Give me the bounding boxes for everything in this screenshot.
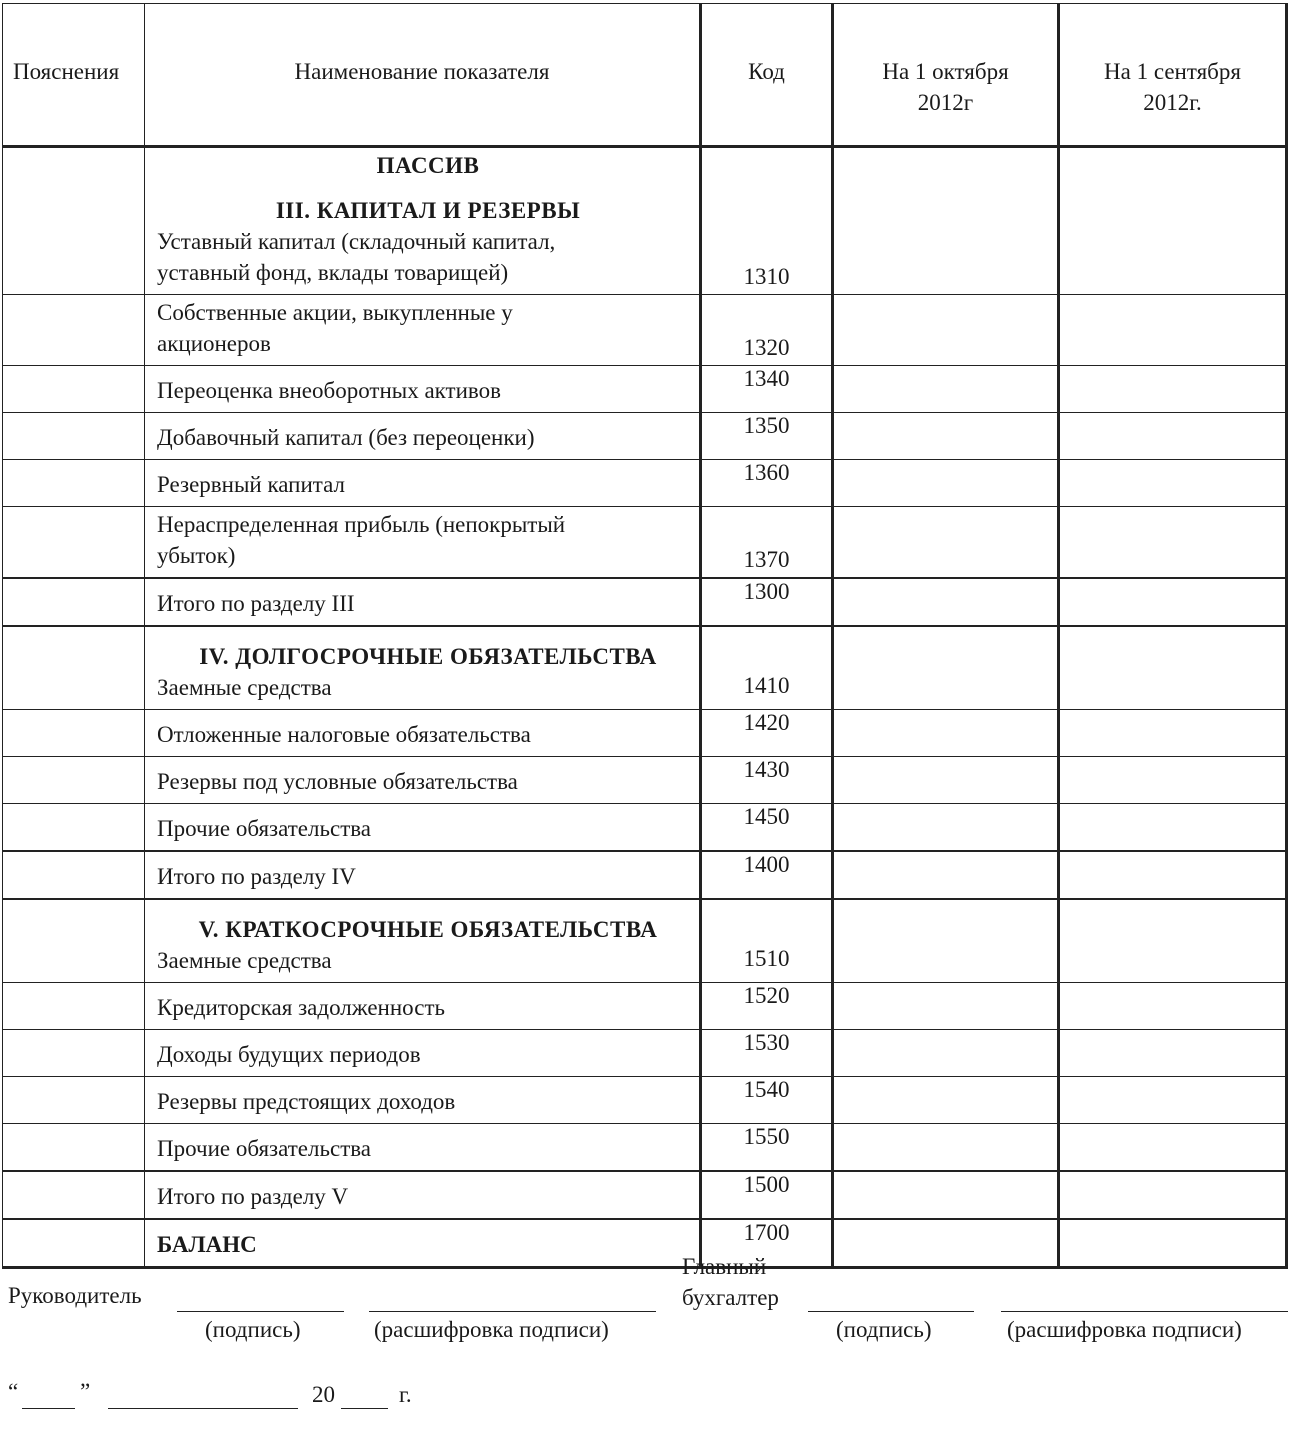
value-sep-cell[interactable] xyxy=(1059,899,1287,983)
head-decoding-caption: (расшифровка подписи) xyxy=(374,1317,609,1342)
code-cell xyxy=(701,983,833,1030)
table-row xyxy=(3,460,1287,507)
date-day-line[interactable] xyxy=(22,1408,75,1409)
value-oct-cell[interactable] xyxy=(833,1124,1059,1172)
indicator-cell xyxy=(145,507,701,579)
date-year-line[interactable] xyxy=(341,1408,388,1409)
table-row xyxy=(3,366,1287,413)
value-oct-cell[interactable] xyxy=(833,983,1059,1030)
code-cell xyxy=(701,1030,833,1077)
code-cell xyxy=(701,507,833,579)
indicator-cell xyxy=(145,295,701,366)
passiv-title: ПАССИВ xyxy=(376,153,480,178)
value-sep-cell[interactable] xyxy=(1059,507,1287,579)
value-oct-cell[interactable] xyxy=(833,413,1059,460)
indicator-cell: Итого по разделу V xyxy=(145,1171,701,1219)
section-3-title: III. КАПИТАЛ И РЕЗЕРВЫ xyxy=(275,198,581,223)
value-oct-cell[interactable] xyxy=(833,626,1059,710)
header-date-sep xyxy=(1059,4,1287,147)
row-name-line: Собственные акции, выкупленные у xyxy=(157,300,513,325)
row-code: 1550 xyxy=(743,1124,790,1149)
head-signature-caption: (подпись) xyxy=(205,1317,301,1342)
indicator-cell: Резервный капитал xyxy=(145,460,701,507)
value-oct-cell[interactable] xyxy=(833,460,1059,507)
notes-cell[interactable] xyxy=(3,757,145,804)
row-code: 1420 xyxy=(743,710,790,735)
table-row xyxy=(3,757,1287,804)
row-code: 1700 xyxy=(743,1220,790,1245)
table-row-total xyxy=(3,578,1287,626)
value-sep-cell[interactable] xyxy=(1059,578,1287,626)
value-oct-cell[interactable] xyxy=(833,1219,1059,1268)
value-sep-cell[interactable] xyxy=(1059,851,1287,899)
row-code: 1310 xyxy=(743,264,790,289)
header-date-oct xyxy=(833,4,1059,147)
date-year-suffix: г. xyxy=(399,1382,412,1407)
code-cell xyxy=(701,295,833,366)
value-oct-cell[interactable] xyxy=(833,1030,1059,1077)
row-code: 1320 xyxy=(743,335,790,360)
code-cell xyxy=(701,413,833,460)
date-close-quote: ” xyxy=(80,1379,91,1404)
table-row xyxy=(3,1030,1287,1077)
head-decoding-line[interactable] xyxy=(369,1311,656,1312)
head-label: Руководитель xyxy=(8,1283,142,1308)
notes-cell[interactable] xyxy=(3,295,145,366)
notes-cell[interactable] xyxy=(3,1219,145,1268)
value-sep-cell[interactable] xyxy=(1059,147,1287,295)
row-code: 1430 xyxy=(743,757,790,782)
value-oct-cell[interactable] xyxy=(833,1171,1059,1219)
code-cell xyxy=(701,899,833,983)
code-cell xyxy=(701,626,833,710)
code-cell xyxy=(701,1171,833,1219)
indicator-cell: Отложенные налоговые обязательства xyxy=(145,710,701,757)
indicator-cell: Кредиторская задолженность xyxy=(145,983,701,1030)
value-sep-cell[interactable] xyxy=(1059,413,1287,460)
code-cell xyxy=(701,710,833,757)
indicator-cell: Переоценка внеоборотных активов xyxy=(145,366,701,413)
table-row xyxy=(3,295,1287,366)
value-sep-cell[interactable] xyxy=(1059,626,1287,710)
value-oct-cell[interactable] xyxy=(833,710,1059,757)
indicator-cell xyxy=(145,899,701,983)
table-row xyxy=(3,626,1287,710)
code-cell xyxy=(701,1077,833,1124)
table-row xyxy=(3,804,1287,852)
indicator-cell: Прочие обязательства xyxy=(145,804,701,852)
notes-cell[interactable] xyxy=(3,1124,145,1172)
table-header-row xyxy=(3,4,1287,147)
value-oct-cell[interactable] xyxy=(833,757,1059,804)
value-sep-cell[interactable] xyxy=(1059,804,1287,852)
indicator-cell: Добавочный капитал (без переоценки) xyxy=(145,413,701,460)
header-date-oct-line1: На 1 октября xyxy=(882,59,1009,84)
notes-cell[interactable] xyxy=(3,899,145,983)
header-notes: Пояснения xyxy=(3,4,145,147)
indicator-cell: Резервы под условные обязательства xyxy=(145,757,701,804)
indicator-cell xyxy=(145,626,701,710)
row-code: 1350 xyxy=(743,413,790,438)
row-code: 1510 xyxy=(743,946,790,971)
chief-signature-line[interactable] xyxy=(808,1311,974,1312)
value-sep-cell[interactable] xyxy=(1059,460,1287,507)
notes-cell[interactable] xyxy=(3,710,145,757)
table-row xyxy=(3,899,1287,983)
notes-cell[interactable] xyxy=(3,1030,145,1077)
value-oct-cell[interactable] xyxy=(833,507,1059,579)
row-code: 1410 xyxy=(743,673,790,698)
section-5-title: V. КРАТКОСРОЧНЫЕ ОБЯЗАТЕЛЬСТВА xyxy=(198,917,658,942)
code-cell xyxy=(701,1124,833,1172)
table-row-total xyxy=(3,851,1287,899)
value-sep-cell[interactable] xyxy=(1059,1219,1287,1268)
row-code: 1540 xyxy=(743,1077,790,1102)
table-row xyxy=(3,710,1287,757)
row-code: 1520 xyxy=(743,983,790,1008)
section-4-title: IV. ДОЛГОСРОЧНЫЕ ОБЯЗАТЕЛЬСТВА xyxy=(199,644,657,669)
balance-table xyxy=(2,3,1288,1269)
value-oct-cell[interactable] xyxy=(833,899,1059,983)
notes-cell[interactable] xyxy=(3,1077,145,1124)
notes-cell[interactable] xyxy=(3,983,145,1030)
header-date-sep-line2: 2012г. xyxy=(1143,90,1202,115)
notes-cell[interactable] xyxy=(3,460,145,507)
value-oct-cell[interactable] xyxy=(833,366,1059,413)
row-code: 1300 xyxy=(743,579,790,604)
balance-label: БАЛАНС xyxy=(145,1219,701,1268)
code-cell xyxy=(701,757,833,804)
notes-cell[interactable] xyxy=(3,804,145,852)
code-cell xyxy=(701,851,833,899)
notes-cell[interactable] xyxy=(3,413,145,460)
value-sep-cell[interactable] xyxy=(1059,1171,1287,1219)
row-name-line: Заемные средства xyxy=(157,675,332,700)
row-code: 1500 xyxy=(743,1172,790,1197)
value-oct-cell[interactable] xyxy=(833,804,1059,852)
header-code: Код xyxy=(701,4,833,147)
row-code: 1370 xyxy=(743,547,790,572)
table-row xyxy=(3,1077,1287,1124)
row-code: 1530 xyxy=(743,1030,790,1055)
indicator-cell: Резервы предстоящих доходов xyxy=(145,1077,701,1124)
header-date-sep-line1: На 1 сентября xyxy=(1104,59,1241,84)
row-code: 1360 xyxy=(743,460,790,485)
indicator-cell: Доходы будущих периодов xyxy=(145,1030,701,1077)
table-row xyxy=(3,1124,1287,1172)
head-signature-line[interactable] xyxy=(177,1311,344,1312)
date-open-quote: “ xyxy=(8,1379,19,1404)
date-month-line[interactable] xyxy=(108,1408,298,1409)
notes-cell[interactable] xyxy=(3,578,145,626)
notes-cell[interactable] xyxy=(3,851,145,899)
chief-accountant-label xyxy=(682,1251,779,1313)
row-name-line: убыток) xyxy=(157,543,236,568)
value-oct-cell[interactable] xyxy=(833,1077,1059,1124)
notes-cell[interactable] xyxy=(3,507,145,579)
value-oct-cell[interactable] xyxy=(833,578,1059,626)
row-name-line: Уставный капитал (складочный капитал, xyxy=(157,229,556,254)
header-date-oct-line2: 2012г xyxy=(917,90,974,115)
chief-decoding-line[interactable] xyxy=(1001,1311,1288,1312)
header-indicator-name: Наименование показателя xyxy=(145,4,701,147)
chief-decoding-caption: (расшифровка подписи) xyxy=(1007,1317,1242,1342)
value-sep-cell[interactable] xyxy=(1059,1124,1287,1172)
chief-signature-caption: (подпись) xyxy=(836,1317,932,1342)
code-cell xyxy=(701,147,833,295)
value-oct-cell[interactable] xyxy=(833,147,1059,295)
date-year-prefix: 20 xyxy=(312,1382,335,1407)
value-oct-cell[interactable] xyxy=(833,295,1059,366)
row-name-line: уставный фонд, вклады товарищей) xyxy=(157,260,509,285)
table-row xyxy=(3,147,1287,295)
row-name-line: Заемные средства xyxy=(157,948,332,973)
value-sep-cell[interactable] xyxy=(1059,366,1287,413)
table-row xyxy=(3,507,1287,579)
notes-cell[interactable] xyxy=(3,147,145,295)
table-row-total xyxy=(3,1171,1287,1219)
code-cell xyxy=(701,366,833,413)
indicator-cell xyxy=(145,147,701,295)
row-name-line: акционеров xyxy=(157,331,271,356)
row-code: 1450 xyxy=(743,804,790,829)
table-row xyxy=(3,983,1287,1030)
value-sep-cell[interactable] xyxy=(1059,757,1287,804)
indicator-cell: Прочие обязательства xyxy=(145,1124,701,1172)
chief-label-line2: бухгалтер xyxy=(682,1285,779,1310)
code-cell xyxy=(701,804,833,852)
value-oct-cell[interactable] xyxy=(833,851,1059,899)
indicator-cell: Итого по разделу IV xyxy=(145,851,701,899)
row-code: 1340 xyxy=(743,366,790,391)
row-code: 1400 xyxy=(743,852,790,877)
code-cell xyxy=(701,578,833,626)
row-name-line: Нераспределенная прибыль (непокрытый xyxy=(157,512,566,537)
chief-label-line1: Главный xyxy=(682,1254,767,1279)
table-row-balance xyxy=(3,1219,1287,1268)
value-sep-cell[interactable] xyxy=(1059,710,1287,757)
table-row xyxy=(3,413,1287,460)
notes-cell[interactable] xyxy=(3,366,145,413)
value-sep-cell[interactable] xyxy=(1059,1030,1287,1077)
value-sep-cell[interactable] xyxy=(1059,1077,1287,1124)
indicator-cell: Итого по разделу III xyxy=(145,578,701,626)
code-cell xyxy=(701,460,833,507)
value-sep-cell[interactable] xyxy=(1059,295,1287,366)
notes-cell[interactable] xyxy=(3,1171,145,1219)
notes-cell[interactable] xyxy=(3,626,145,710)
value-sep-cell[interactable] xyxy=(1059,983,1287,1030)
